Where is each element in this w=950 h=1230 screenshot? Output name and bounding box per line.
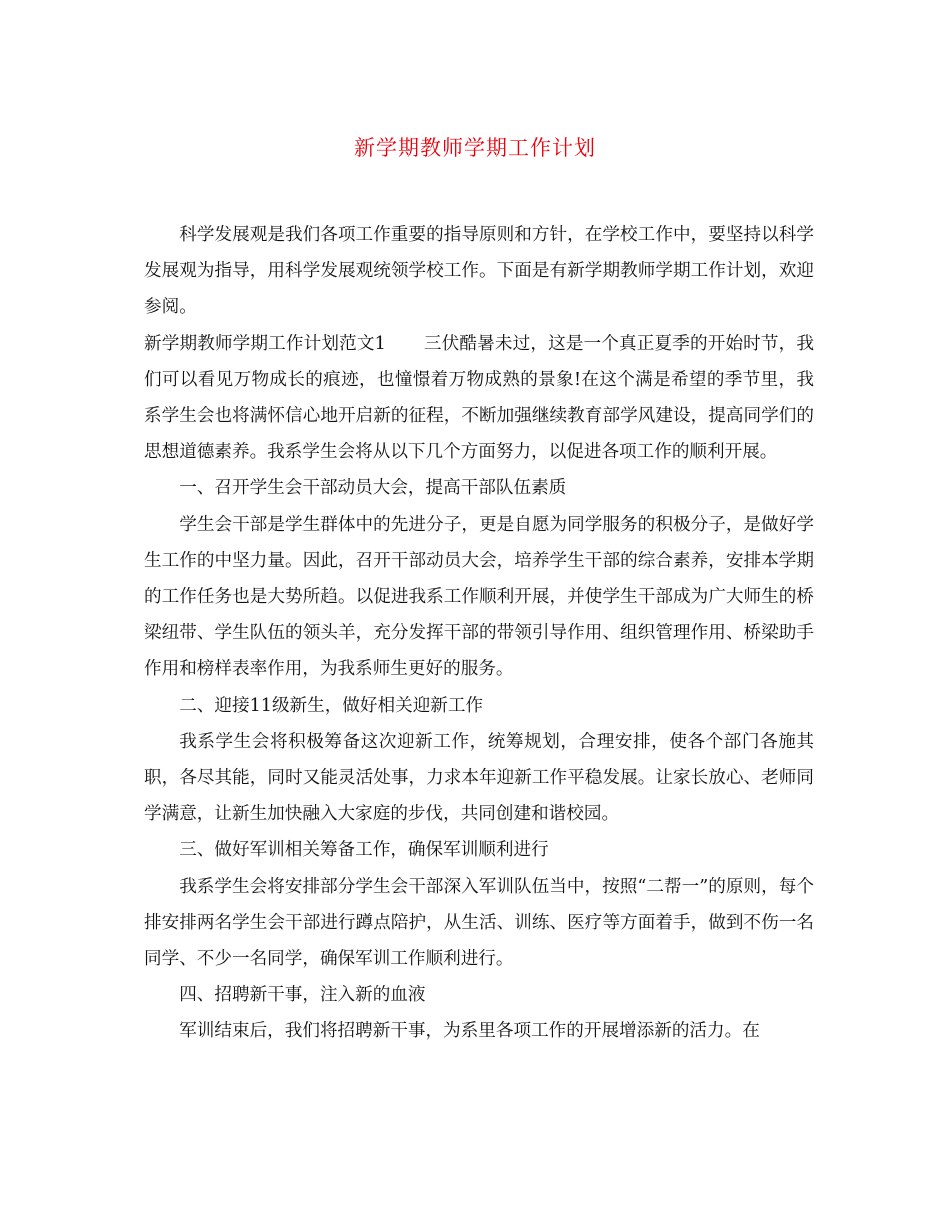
document-body [144, 217, 814, 1050]
section-3-heading: 三、做好军训相关筹备工作，确保军训顺利进行 [179, 840, 549, 861]
section-1-text: 学生会干部是学生群体中的先进分子，更是自愿为同学服务的积极分子，是做好学生工作的中坚力量。因此，召开干部动员大会，培养学生干部的综合素养，安排本学期的工作任务也是大势所趋。以促进我系工作顺利开展，并使学生干部成为广大师生的桥梁纽带、学生队伍的领头羊，充分发挥干部的带领引导作用、组织管理作用、桥梁助手作用和榜样表率作用，为我系师生更好的服务。 [144, 514, 814, 680]
section-4-text: 军训结束后，我们将招聘新干事，为系里各项工作的开展增添新的活力。在 [179, 1021, 760, 1042]
section-2-heading: 二、迎接11级新生，做好相关迎新工作 [179, 695, 484, 716]
section-4-heading: 四、招聘新干事，注入新的血液 [179, 985, 426, 1006]
sample-heading: 新学期教师学期工作计划范文1 [144, 333, 386, 354]
document-title: 新学期教师学期工作计划 [354, 136, 596, 160]
section-2-text: 我系学生会将积极筹备这次迎新工作，统筹规划，合理安排，使各个部门各施其职，各尽其能，同时又能灵活处事，力求本年迎新工作平稳发展。让家长放心、老师同学满意，让新生加快融入大家庭的步伐，共同创建和谐校园。 [144, 731, 814, 825]
sample-paragraph [144, 326, 814, 471]
section-1-heading: 一、召开学生会干部动员大会，提高干部队伍素质 [179, 478, 567, 499]
intro-paragraph: 科学发展观是我们各项工作重要的指导原则和方针，在学校工作中，要坚持以科学发展观为指导，用科学发展观统领学校工作。下面是有新学期教师学期工作计划，欢迎参阅。 [144, 225, 814, 318]
sample-opening-text: 三伏酷暑未过，这是一个真正夏季的开始时节，我们可以看见万物成长的痕迹，也憧憬着万物成熟的景象!在这个满是希望的季节里，我系学生会也将满怀信心地开启新的征程，不断加强继续教育部学风建设，提高同学们的思想道德素养。我系学生会将从以下几个方面努力，以促进各项工作的顺利开展。 [144, 333, 814, 463]
section-3-text: 我系学生会将安排部分学生会干部深入军训队伍当中，按照“二帮一”的原则，每个排安排两名学生会干部进行蹲点陪护，从生活、训练、医疗等方面着手，做到不伤一名同学、不少一名同学，确保军训工作顺利进行。 [144, 876, 814, 970]
